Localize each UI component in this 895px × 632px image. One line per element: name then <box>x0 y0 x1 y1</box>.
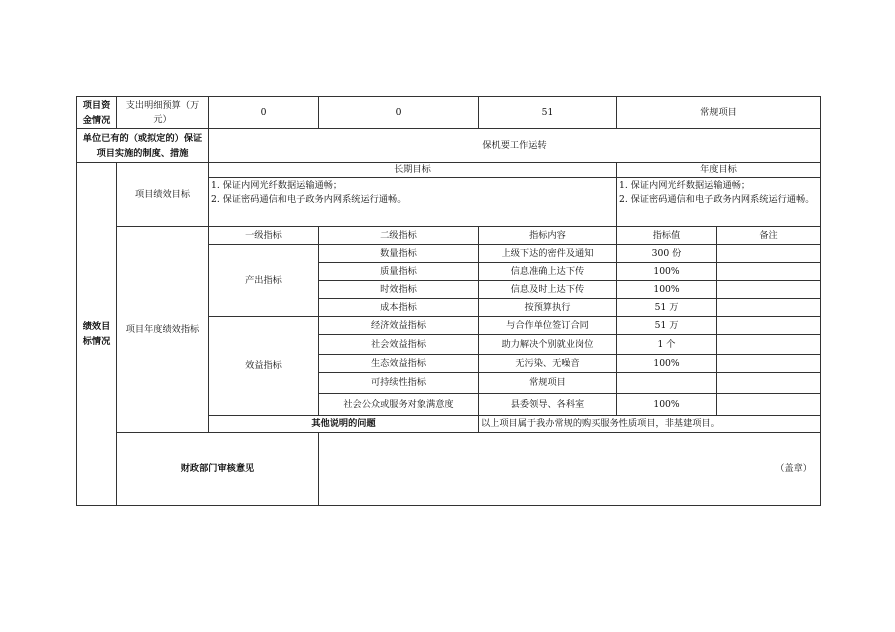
other-label: 其他说明的问题 <box>209 416 479 433</box>
level2-cell: 可持续性指标 <box>319 373 479 394</box>
content-cell: 信息准确上达下传 <box>479 263 617 281</box>
level2-cell: 经济效益指标 <box>319 317 479 335</box>
note-cell <box>717 299 821 317</box>
note-cell <box>717 335 821 355</box>
funding-value-2: 0 <box>319 97 479 129</box>
system-value: 保机要工作运转 <box>209 129 821 163</box>
goals-label: 项目绩效目标 <box>117 163 209 227</box>
annual-goals <box>617 178 821 227</box>
value-cell: 100% <box>617 263 717 281</box>
content-cell: 县委领导、各科室 <box>479 394 617 416</box>
level1-output: 产出指标 <box>209 245 319 317</box>
funding-header: 项目资金情况 <box>77 97 117 129</box>
performance-section-label: 绩效目标情况 <box>77 163 117 506</box>
header-value: 指标值 <box>617 227 717 245</box>
note-cell <box>717 245 821 263</box>
value-cell: 100% <box>617 281 717 299</box>
value-cell <box>617 373 717 394</box>
funding-value-4: 常规项目 <box>617 97 821 129</box>
header-content: 指标内容 <box>479 227 617 245</box>
level2-cell: 时效指标 <box>319 281 479 299</box>
value-cell: 1 个 <box>617 335 717 355</box>
level1-benefit: 效益指标 <box>209 317 319 416</box>
content-cell: 按预算执行 <box>479 299 617 317</box>
note-cell <box>717 355 821 373</box>
value-cell: 51 万 <box>617 299 717 317</box>
annual-header: 年度目标 <box>617 163 821 178</box>
budget-performance-table <box>76 96 821 506</box>
long-term-goal-line: 1. 保证内网光纤数据运输通畅； <box>211 180 343 191</box>
funding-label: 支出明细预算（万元） <box>117 97 209 129</box>
long-term-goals <box>209 178 617 227</box>
value-cell: 300 份 <box>617 245 717 263</box>
level2-cell: 社会公众或服务对象满意度 <box>319 394 479 416</box>
note-cell <box>717 263 821 281</box>
level2-cell: 质量指标 <box>319 263 479 281</box>
other-value: 以上项目属于我办常规的购买服务性质项目，非基建项目。 <box>479 416 821 433</box>
header-level2: 二级指标 <box>319 227 479 245</box>
header-level1: 一级指标 <box>209 227 319 245</box>
content-cell: 与合作单位签订合同 <box>479 317 617 335</box>
funding-value-1: 0 <box>209 97 319 129</box>
long-term-header: 长期目标 <box>209 163 617 178</box>
header-note: 备注 <box>717 227 821 245</box>
seal-text: （盖章） <box>775 463 812 474</box>
system-label: 单位已有的（或拟定的）保证项目实施的制度、措施 <box>77 129 209 163</box>
content-cell: 信息及时上达下传 <box>479 281 617 299</box>
funding-value-3: 51 <box>479 97 617 129</box>
annual-goal-line: 1. 保证内网光纤数据运输通畅； <box>619 180 751 191</box>
level2-cell: 社会效益指标 <box>319 335 479 355</box>
note-cell <box>717 373 821 394</box>
long-term-goal-line: 2. 保证密码通信和电子政务内网系统运行通畅。 <box>211 194 407 205</box>
value-cell: 100% <box>617 355 717 373</box>
content-cell: 上级下达的密件及通知 <box>479 245 617 263</box>
level2-cell: 生态效益指标 <box>319 355 479 373</box>
indicators-label: 项目年度绩效指标 <box>117 227 209 433</box>
content-cell: 无污染、无噪音 <box>479 355 617 373</box>
value-cell: 100% <box>617 394 717 416</box>
level2-cell: 数量指标 <box>319 245 479 263</box>
finance-label: 财政部门审核意见 <box>117 433 319 506</box>
level2-cell: 成本指标 <box>319 299 479 317</box>
content-cell: 常规项目 <box>479 373 617 394</box>
note-cell <box>717 394 821 416</box>
finance-opinion-cell <box>319 433 821 506</box>
note-cell <box>717 281 821 299</box>
value-cell: 51 万 <box>617 317 717 335</box>
annual-goal-line: 2. 保证密码通信和电子政务内网系统运行通畅。 <box>619 194 815 205</box>
content-cell: 助力解决个别就业岗位 <box>479 335 617 355</box>
note-cell <box>717 317 821 335</box>
